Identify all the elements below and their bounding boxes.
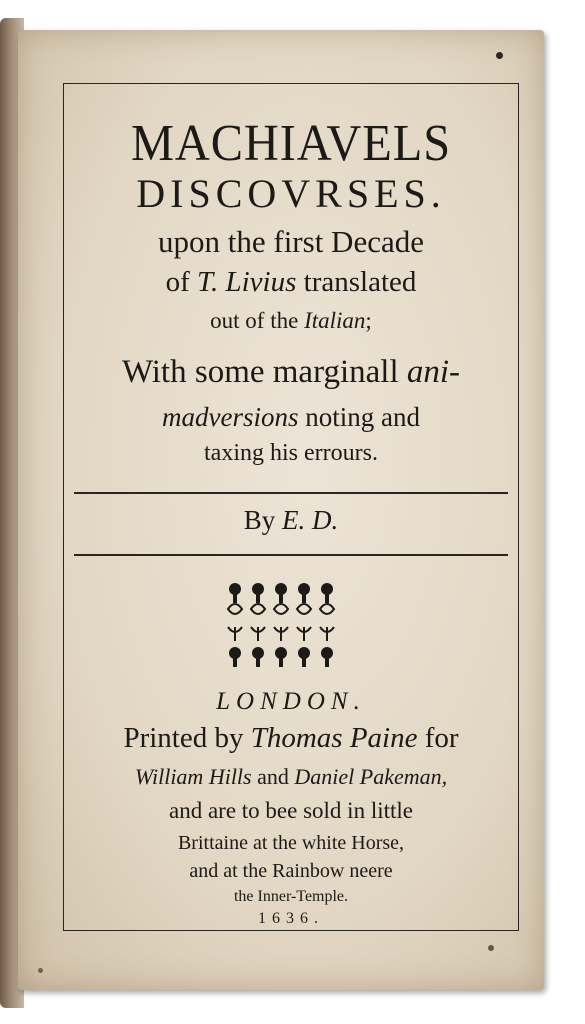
title-line-2: DISCOVRSES. bbox=[136, 171, 446, 216]
subtitle-line-5: madversions noting and bbox=[162, 402, 420, 432]
imprint-city: LONDON. bbox=[216, 688, 366, 715]
ink-spot bbox=[38, 968, 43, 973]
imprint-sale-line-1: and are to bee sold in little bbox=[169, 798, 413, 823]
subtitle-line-4: With some marginall ani- bbox=[121, 354, 461, 390]
imprint-sale-line-2: Brittaine at the white Horse, bbox=[177, 832, 405, 854]
imprint-year: 1636. bbox=[258, 910, 324, 927]
title-page bbox=[18, 30, 544, 990]
subtitle-line-1: upon the first Decade bbox=[158, 224, 424, 259]
title-line-1: MACHIAVELS bbox=[130, 115, 452, 172]
imprint-sale-line-3: and at the Rainbow neere bbox=[189, 860, 393, 882]
divider-rule bbox=[74, 554, 508, 556]
imprint-sale-line-4: the Inner-Temple. bbox=[233, 888, 349, 905]
ink-spot bbox=[488, 945, 494, 951]
ruled-border-frame bbox=[63, 83, 519, 931]
ink-spot bbox=[496, 52, 503, 59]
subtitle-line-6: taxing his errours. bbox=[204, 440, 378, 466]
imprint-publishers: William Hills and Daniel Pakeman, bbox=[134, 764, 448, 789]
divider-rule bbox=[74, 492, 508, 494]
printers-ornament-icon bbox=[224, 579, 338, 675]
imprint-printer: Printed by Thomas Paine for bbox=[123, 722, 459, 754]
author-line: By E. D. bbox=[243, 505, 339, 535]
subtitle-line-2: of T. Livius translated bbox=[165, 266, 417, 298]
subtitle-line-3: out of the Italian; bbox=[210, 308, 372, 333]
